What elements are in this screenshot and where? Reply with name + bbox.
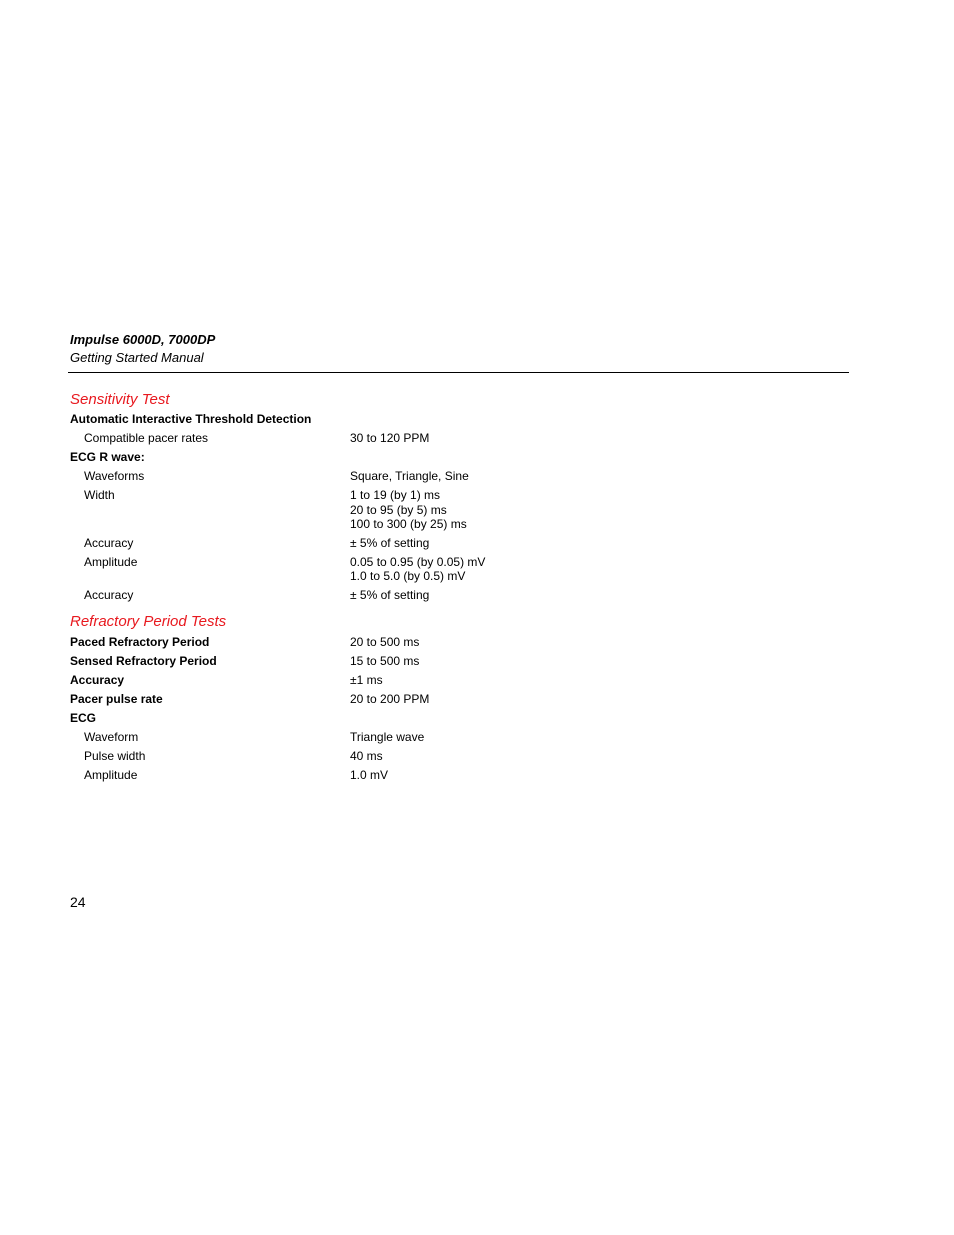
- compatible-pacer-rates-label: Compatible pacer rates: [84, 431, 209, 445]
- manual-subtitle: Getting Started Manual: [70, 350, 204, 365]
- sensed-refractory-value: 15 to 500 ms: [350, 654, 420, 668]
- ecg-amplitude-label: Amplitude: [84, 768, 138, 782]
- pacer-pulse-rate-value: 20 to 200 PPM: [350, 692, 430, 706]
- pulse-width-label: Pulse width: [84, 749, 146, 763]
- waveforms-value: Square, Triangle, Sine: [350, 469, 469, 483]
- ecg-heading: ECG: [70, 711, 97, 725]
- paced-refractory-value: 20 to 500 ms: [350, 635, 420, 649]
- amplitude-label: Amplitude: [84, 555, 138, 569]
- paced-refractory-label: Paced Refractory Period: [70, 635, 210, 649]
- amplitude-accuracy-label: Accuracy: [84, 588, 134, 602]
- width-value-1: 1 to 19 (by 1) ms: [350, 488, 441, 502]
- pulse-width-value: 40 ms: [350, 749, 383, 763]
- accuracy-value: ± 5% of setting: [350, 536, 430, 550]
- page-number: 24: [70, 894, 86, 910]
- accuracy-row: [84, 535, 350, 551]
- pacer-pulse-rate-row: [70, 691, 350, 707]
- refractory-accuracy-row: [70, 672, 350, 688]
- waveforms-label: Waveforms: [84, 469, 145, 483]
- width-label: Width: [84, 488, 115, 502]
- amplitude-value-2: 1.0 to 5.0 (by 0.5) mV: [350, 569, 466, 583]
- amplitude-row: [84, 554, 350, 570]
- manual-title: Impulse 6000D, 7000DP: [70, 332, 216, 347]
- sensed-refractory-label: Sensed Refractory Period: [70, 654, 217, 668]
- ecg-waveform-row: [84, 729, 350, 745]
- pacer-pulse-rate-label: Pacer pulse rate: [70, 692, 163, 706]
- pulse-width-row: [84, 748, 350, 764]
- sensitivity-test-heading: Sensitivity Test: [70, 391, 170, 408]
- width-row: [84, 487, 350, 503]
- width-value-2: 20 to 95 (by 5) ms: [350, 503, 447, 517]
- ecg-amplitude-value: 1.0 mV: [350, 768, 389, 782]
- refractory-accuracy-value: ±1 ms: [350, 673, 383, 687]
- waveforms-row: [84, 468, 350, 484]
- ecg-r-wave-heading: ECG R wave:: [70, 450, 145, 464]
- accuracy-label: Accuracy: [84, 536, 134, 550]
- refractory-period-heading: Refractory Period Tests: [70, 613, 227, 630]
- ecg-amplitude-row: [84, 767, 350, 783]
- ecg-waveform-value: Triangle wave: [350, 730, 425, 744]
- amplitude-value-1: 0.05 to 0.95 (by 0.05) mV: [350, 555, 486, 569]
- ecg-waveform-label: Waveform: [84, 730, 139, 744]
- aitd-heading: Automatic Interactive Threshold Detection: [70, 412, 312, 426]
- compatible-pacer-rates-row: [84, 430, 350, 446]
- refractory-accuracy-label: Accuracy: [70, 673, 125, 687]
- width-value-3: 100 to 300 (by 25) ms: [350, 517, 467, 531]
- compatible-pacer-rates-value: 30 to 120 PPM: [350, 431, 430, 445]
- paced-refractory-row: [70, 634, 350, 650]
- header-divider: [68, 372, 849, 373]
- amplitude-accuracy-value: ± 5% of setting: [350, 588, 430, 602]
- sensed-refractory-row: [70, 653, 350, 669]
- amplitude-accuracy-row: [84, 587, 350, 603]
